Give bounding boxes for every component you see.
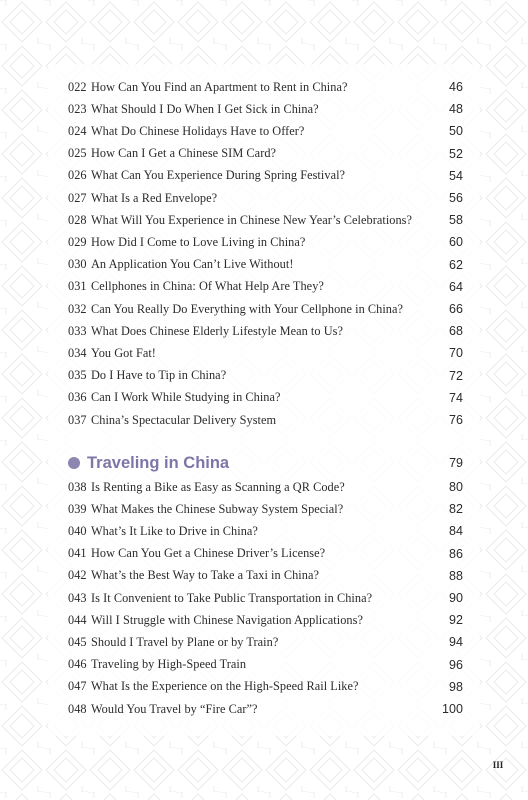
toc-entry[interactable]: [68, 677, 463, 697]
toc-entry-title: Is It Convenient to Take Public Transportation in China?: [91, 590, 373, 605]
toc-entry-page: 64: [448, 279, 463, 294]
toc-entry-num: 026: [68, 168, 87, 183]
toc-entry[interactable]: [68, 144, 463, 164]
toc-entry[interactable]: [68, 343, 463, 363]
toc-entry[interactable]: [68, 232, 463, 252]
toc-entry-title: What Is a Red Envelope?: [91, 190, 218, 205]
toc-entry[interactable]: [68, 188, 463, 208]
toc-entry-page: 50: [448, 124, 463, 139]
toc-entry-num: 024: [68, 123, 87, 138]
toc-entry-title: What Makes the Chinese Subway System Special?: [91, 501, 344, 516]
toc-entry-num: 041: [68, 546, 87, 561]
toc-entry-page: 54: [448, 168, 463, 183]
toc-entry[interactable]: [68, 499, 463, 519]
toc-entry[interactable]: [68, 566, 463, 586]
toc-entry-title: What’s It Like to Drive in China?: [91, 523, 258, 538]
toc-entry[interactable]: [68, 321, 463, 341]
toc-entry-title: Traveling by High-Speed Train: [91, 657, 247, 672]
section-title: Traveling in China: [87, 453, 230, 472]
toc-entry-num: 022: [68, 79, 87, 94]
toc-entry-page: 58: [448, 213, 463, 228]
toc-entry[interactable]: [68, 410, 463, 430]
toc-entry-num: 045: [68, 634, 87, 649]
toc-entry-num: 029: [68, 234, 87, 249]
toc-entry-page: 70: [448, 346, 463, 361]
toc-entry-title: How Can You Get a Chinese Driver’s License?: [91, 546, 326, 561]
toc-entry[interactable]: [68, 610, 463, 630]
toc-entry-num: 047: [68, 679, 87, 694]
toc-entry-num: 025: [68, 146, 87, 161]
page-folio: III: [492, 760, 504, 770]
toc-entry-num: 032: [68, 301, 87, 316]
toc-entry-page: 94: [448, 635, 463, 650]
toc-entry-num: 042: [68, 568, 87, 583]
toc-entry[interactable]: [68, 99, 463, 119]
toc-entry[interactable]: [68, 388, 463, 408]
toc-entry[interactable]: [68, 77, 463, 97]
toc-entry-num: 031: [68, 279, 87, 294]
section-heading[interactable]: [68, 451, 463, 475]
toc-entry[interactable]: [68, 655, 463, 675]
toc-entry[interactable]: [68, 521, 463, 541]
toc-entry-num: 046: [68, 657, 87, 672]
toc-entry[interactable]: [68, 166, 463, 186]
toc-entry-page: 68: [448, 324, 463, 339]
toc-entry[interactable]: [68, 277, 463, 297]
toc-entry-title: Will I Struggle with Chinese Navigation Applications?: [91, 612, 363, 627]
toc-entry-num: 048: [68, 701, 87, 716]
toc-entry-title: An Application You Can’t Live Without!: [91, 257, 294, 272]
toc-entry-num: 040: [68, 523, 87, 538]
toc-entry-num: 044: [68, 612, 87, 627]
toc-entry-page: 88: [448, 568, 463, 583]
toc-entry-page: 90: [448, 591, 463, 605]
toc-entry-title: What Does Chinese Elderly Lifestyle Mean to Us?: [91, 323, 343, 338]
toc-entry-num: 023: [68, 101, 87, 116]
toc-entry-page: 100: [441, 702, 463, 716]
toc-entry[interactable]: [68, 588, 463, 608]
toc-entry-page: 72: [448, 368, 463, 383]
toc-entry-num: 037: [68, 412, 87, 427]
toc-entry-title: What Do Chinese Holidays Have to Offer?: [91, 123, 305, 138]
toc-entry-page: 96: [448, 657, 463, 672]
toc-entry-title: You Got Fat!: [91, 345, 156, 360]
toc-entry-title: Should I Travel by Plane or by Train?: [91, 634, 279, 649]
toc-entry[interactable]: [68, 477, 463, 497]
toc-entry-num: 027: [68, 190, 87, 205]
toc-entry[interactable]: [68, 632, 463, 652]
section-page-number: 79: [449, 456, 463, 470]
toc-entry-num: 035: [68, 368, 87, 383]
toc-entry[interactable]: [68, 255, 463, 275]
toc-entry[interactable]: [68, 699, 463, 719]
toc-entry-page: 74: [448, 390, 463, 405]
toc-entry-title: How Can I Get a Chinese SIM Card?: [91, 146, 277, 161]
toc-entry-num: 038: [68, 479, 87, 494]
toc-entry-page: 86: [448, 546, 463, 561]
toc-entry-title: How Did I Come to Love Living in China?: [91, 234, 306, 249]
toc-entry-title: Can I Work While Studying in China?: [91, 390, 281, 405]
toc-entry-num: 043: [68, 590, 87, 605]
toc-entry[interactable]: [68, 299, 463, 319]
toc-entry-num: 039: [68, 501, 87, 516]
toc-entry-title: Is Renting a Bike as Easy as Scanning a QR Code?: [91, 479, 345, 494]
toc-entry-page: 56: [448, 191, 463, 205]
toc-entry-page: 76: [448, 413, 463, 427]
toc-entry-title: Would You Travel by “Fire Car”?: [91, 701, 258, 716]
toc-entry-page: 98: [448, 679, 463, 694]
toc-entry-page: 46: [448, 80, 463, 94]
toc-entry-page: 82: [448, 502, 463, 517]
toc-entry[interactable]: [68, 121, 463, 141]
toc-entry-num: 028: [68, 212, 87, 227]
toc-entry-title: What Will You Experience in Chinese New Year’s Celebrations?: [91, 212, 413, 227]
toc-entry-title: How Can You Find an Apartment to Rent in China?: [91, 79, 348, 94]
toc-entry[interactable]: [68, 210, 463, 230]
toc-entry-title: What Should I Do When I Get Sick in China?: [91, 101, 319, 116]
toc-entry-num: 034: [68, 345, 87, 360]
toc-entry-title: Do I Have to Tip in China?: [91, 368, 227, 383]
toc-entry-page: 92: [448, 613, 463, 628]
toc-entry-page: 80: [448, 480, 463, 494]
toc-entry-page: 66: [448, 302, 463, 316]
toc-entry-num: 030: [68, 257, 87, 272]
toc-entry-num: 033: [68, 323, 87, 338]
toc-entry-page: 52: [448, 146, 463, 161]
toc-entry-num: 036: [68, 390, 87, 405]
toc-entry[interactable]: [68, 544, 463, 564]
toc-entry-title: Cellphones in China: Of What Help Are They?: [91, 279, 324, 294]
toc-entry-page: 48: [448, 102, 463, 117]
section-bullet-icon: [68, 457, 80, 469]
toc-entry-title: What Is the Experience on the High-Speed Rail Like?: [91, 679, 359, 694]
toc-entry-title: Can You Really Do Everything with Your Cellphone in China?: [91, 301, 404, 316]
toc-entry-title: China’s Spectacular Delivery System: [91, 412, 277, 427]
toc-entry-page: 84: [448, 524, 463, 539]
toc-entry-title: What Can You Experience During Spring Festival?: [91, 168, 346, 183]
toc-entry-page: 60: [448, 235, 463, 250]
toc-entry-page: 62: [448, 257, 463, 272]
toc-entry[interactable]: [68, 366, 463, 386]
toc-entry-title: What’s the Best Way to Take a Taxi in China?: [91, 568, 319, 583]
